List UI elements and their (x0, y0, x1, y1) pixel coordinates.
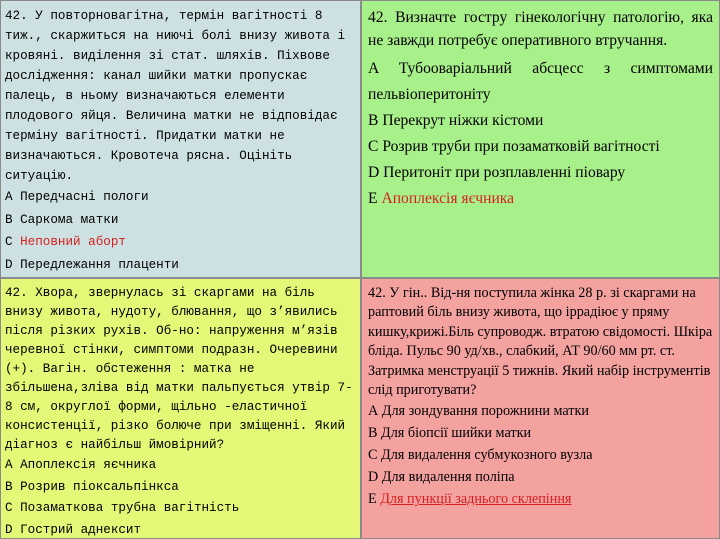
correct-answer: Для пункції заднього склепіння (380, 491, 572, 508)
question-card-3 (0, 278, 361, 539)
correct-answer: Апоплексія яєчника (381, 190, 515, 207)
answer-option-c[interactable]: C Неповний аборт (5, 235, 126, 250)
answer-option-c[interactable]: С Позаматкова трубна вагітність (5, 501, 240, 515)
answer-option-e[interactable]: E Апоплексія яєчника (368, 190, 515, 207)
question-text: 42. Хвора, звернулась зі скаргами на біль внизу живота, нудоту, блювання, що з’явились після різких рухів. Об-но: напруження м’язів черевної стінки, симптоми подразн. Очеревини (+). Вагін. обстеження : матка не збільшена,зліва від матки пальпується утвір 7-8 см, округлої форми, щільно -еластичної консистенції, різко болюче при зміщенні. Який діагноз є найбільш ймовірний? (5, 286, 353, 452)
answer-option-c[interactable]: C Розрив труби при позаматковій вагітності (368, 138, 660, 155)
answer-option-a[interactable]: A Тубооваріальний абсцесс з симптомами пельвіоперитоніту (368, 60, 713, 103)
answer-option-a[interactable]: А Апоплексія яєчника (5, 458, 157, 472)
answer-option-d[interactable]: D Гострий аднексит (5, 522, 142, 537)
answer-option-b[interactable]: B Саркома матки (5, 212, 119, 227)
answer-option-a[interactable]: А Для зондування порожнини матки (368, 403, 589, 420)
answer-option-d[interactable]: D Для видалення поліпа (368, 469, 515, 486)
answer-option-c[interactable]: С Для видалення субмукозного вузла (368, 447, 593, 464)
correct-answer: Неповний аборт (20, 235, 126, 250)
answer-option-b[interactable]: В Для біопсії шийки матки (368, 425, 532, 442)
question-text: 42. Визначте гостру гінекологічну патологію, яка не завжди потребує оперативного втручання. (368, 9, 713, 49)
answer-option-e[interactable]: Е Для пункції заднього склепіння (368, 491, 572, 508)
answer-option-d[interactable]: D Перитоніт при розплавленні піовару (368, 164, 626, 181)
question-text: 42. У гін.. Від-ня поступила жінка 28 р. зі скаргами на раптовий біль внизу живота, що іррадіює у пряму кишку,крижі.Біль супроводж. втратою свідомості. Шкіра бліда. Пульс 90 уд/хв., слабкий, АТ 90/60 мм рт. ст. Затримка менструації 5 тижнів. Який набір інструментів слід приготувати? (368, 285, 713, 399)
question-card-4 (361, 278, 720, 539)
question-card-1 (0, 0, 361, 278)
answer-option-d[interactable]: D Передлежання плаценти (5, 257, 179, 272)
answer-option-b[interactable]: B Перекрут ніжки кістоми (368, 112, 544, 129)
question-card-2 (361, 0, 720, 278)
question-text: 42. У повторновагітна, термін вагітності 8 тиж., скаржиться на ниючі болі внизу живота і кровяні. виділення зі стат. шляхів. Піхвове дослідження: канал шийки матки пропускає палець, в ньому визначаються елементи плодового яйця. Величина матки не відповідає терміну вагітності. Придатки матки не визначаються. Кровотеча рясна. Оцініть ситуацію. (5, 9, 346, 183)
answer-option-a[interactable]: А Передчасні пологи (5, 190, 149, 204)
answer-option-b[interactable]: В Розрив піоксальпінкса (5, 479, 179, 494)
